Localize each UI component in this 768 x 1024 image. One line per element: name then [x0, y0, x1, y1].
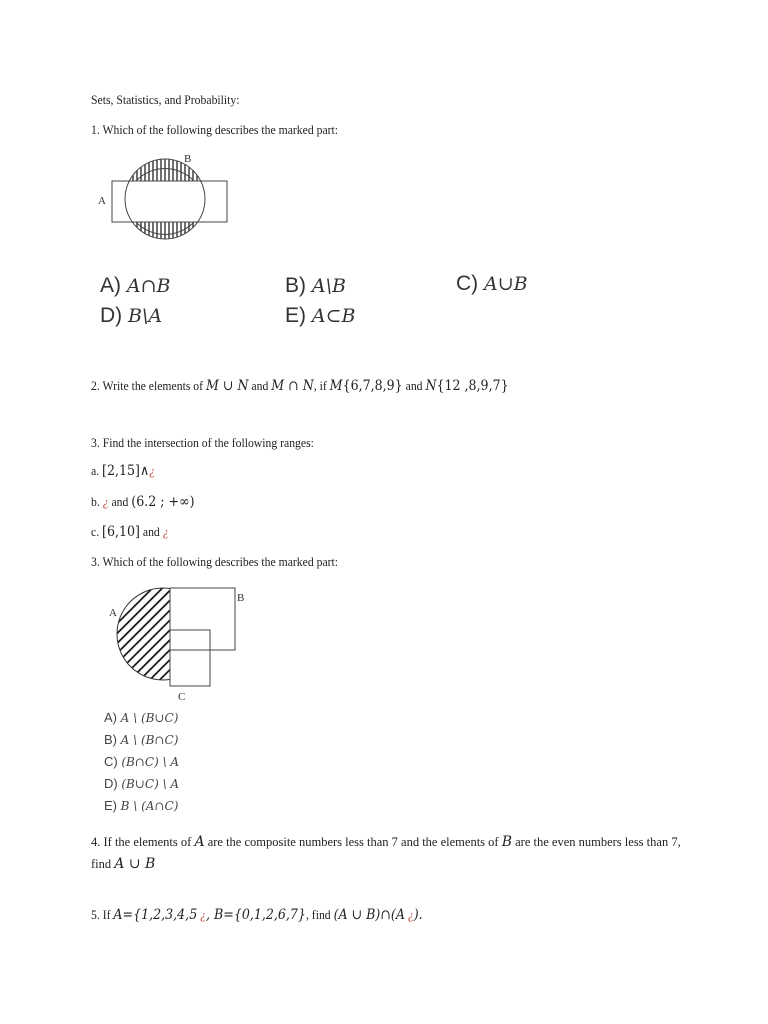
q1-option-e: E) A⊂B: [285, 304, 356, 327]
q3-item-a: a. [2,15]∧¿: [91, 463, 156, 479]
q3b-option-b: B) A \ (B∩C): [104, 732, 179, 747]
label-a: A: [109, 607, 117, 619]
q2-prompt: 2. Write the elements of M ∪ N and M ∩ N, if M{6,7,8,9} and N{12 ,8,9,7}: [91, 378, 509, 394]
page-title: Sets, Statistics, and Probability:: [91, 92, 240, 107]
q3b-venn-figure: [100, 580, 260, 705]
label-b: B: [184, 153, 192, 165]
q1-option-a: A) A∩B: [100, 274, 171, 297]
q1-option-d: D) B\A: [100, 304, 163, 327]
label-a: A: [98, 195, 106, 207]
q1-prompt: 1. Which of the following describes the marked part:: [91, 122, 339, 137]
q5-prompt: 5. If A={1,2,3,4,5 ¿, B={0,1,2,6,7}, find (A ∪ B)∩(A ¿).: [91, 907, 423, 923]
q1-option-b: B) A\B: [285, 274, 346, 297]
q3-prompt: 3. Find the intersection of the following ranges:: [91, 435, 314, 450]
q3b-prompt: 3. Which of the following describes the marked part:: [91, 554, 339, 569]
q3b-option-a: A) A \ (B∪C): [104, 710, 179, 725]
label-c: C: [178, 691, 186, 703]
q1-option-c: C) A∪B: [456, 272, 528, 295]
set-c-rectangle: [170, 630, 210, 686]
q3b-option-d: D) (B∪C) \ A: [104, 776, 180, 791]
q4-prompt: 4. If the elements of A are the composite numbers less than 7 and the elements of B are the even numbers less than 7, find A ∪ B: [91, 834, 681, 872]
q3-item-c: c. [6,10] and ¿: [91, 524, 169, 540]
q3b-option-e: E) B \ (A∩C): [104, 798, 179, 813]
q1-venn-figure: [96, 150, 236, 250]
label-b: B: [237, 592, 245, 604]
q3b-option-c: C) (B∩C) \ A: [104, 754, 180, 769]
q3-item-b: b. ¿ and (6.2 ; +∞): [91, 494, 195, 510]
